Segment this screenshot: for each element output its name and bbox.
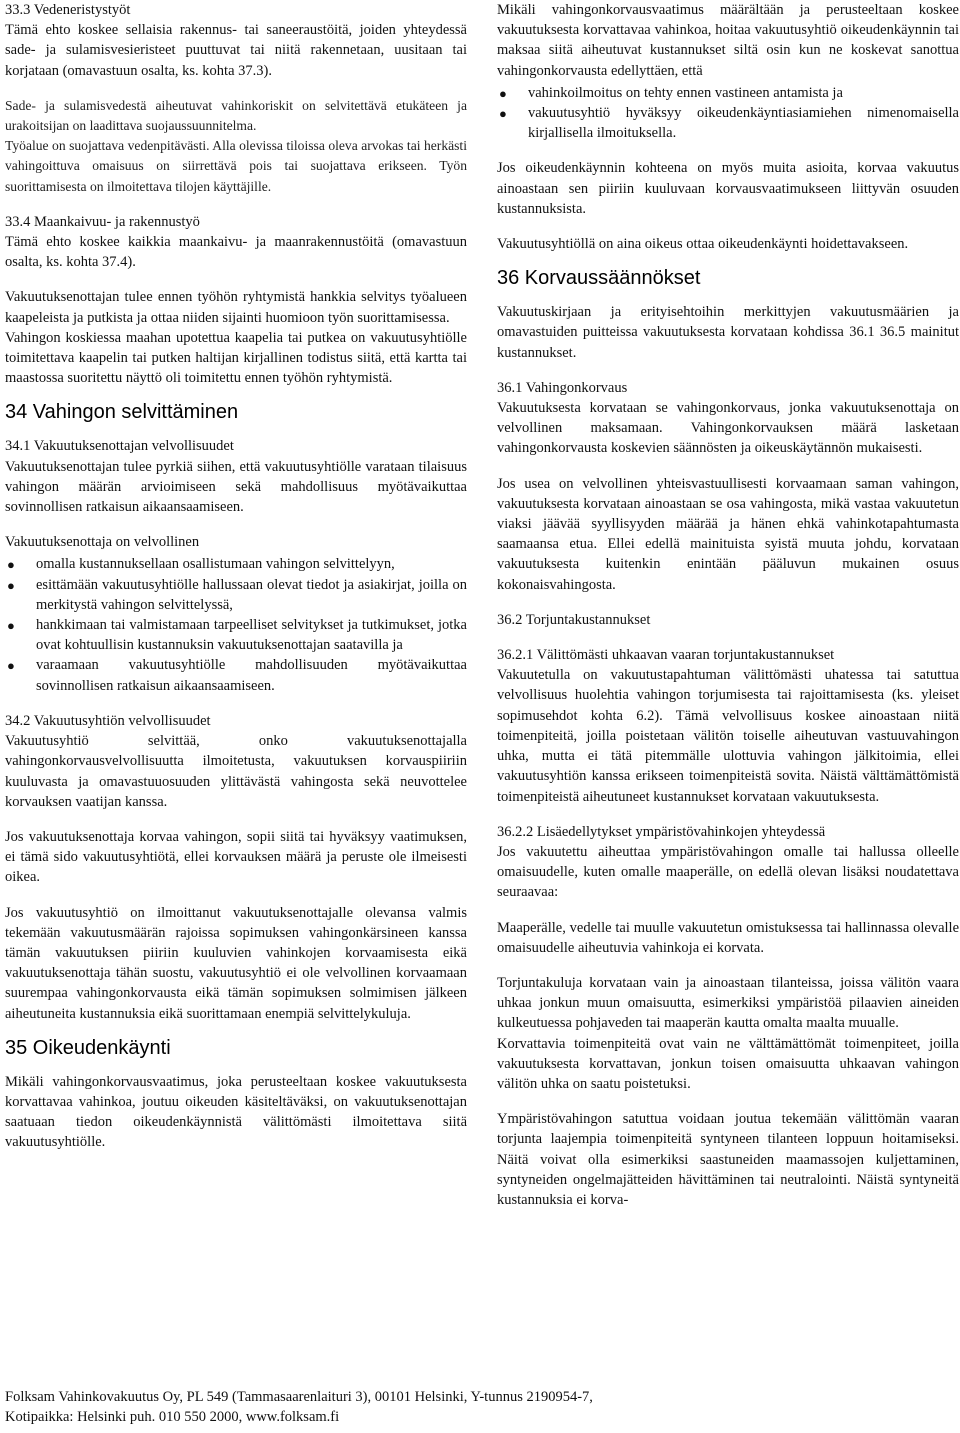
list-item: ● varaamaan vakuutusyhtiölle mahdollisuuden myötävaikuttaa sovinnollisen ratkaisun aikaansaamiseen.: [7, 657, 467, 694]
bullet-icon: ●: [7, 618, 15, 634]
section-33-3-paragraph-3: Työalue on suojattava vedenpitävästi. Alla olevissa tiloissa oleva arvokas tai herkästi vahingoittuva omaisuus on siirrettävä pois tai suojattava erikseen. Työn suorittamisesta on ilmoitettava tilojen käyttäjille.: [5, 138, 467, 194]
section-36-2-2-paragraph-5: Ympäristövahingon satuttua voidaan joutua tekemään välittömän vaaran torjunta laajempia toimenpiteitä syntyneen tilanteen loppuun hoitamiseksi. Näitä voivat olla esimerkiksi saastuneiden maamassojen kuljettaminen, syntyneiden ongelmajätteiden hävittäminen tai neutralointi. Näistä syntyneitä kustannuksia ei korva-: [497, 1111, 959, 1208]
section-33-3-body: Tämä ehto koskee sellaisia rakennus- tai saneeraustöitä, joiden yhteydessä sade- ja sulamisvesieristeet puuttuvat tai niitä rakennetaan, uusitaan tai korjataan (omavastuun osalta, ks. kohta 37.3).: [5, 22, 467, 79]
right-column: [497, 0, 959, 1210]
list-item: ● esittämään vakuutusyhtiölle hallussaan olevat tiedot ja asiakirjat, joilla on merkitystä vahingon selvittelyssä,: [7, 576, 467, 613]
section-34-1-intro: Vakuutuksenottaja on velvollinen: [5, 534, 200, 551]
section-34-2-body: Vakuutusyhtiö selvittää, onko vakuutuksenottajalla vahingonkorvausvelvollisuutta ilmoitetusta, vakuutuksen korvauspiiriin kuuluvasta ja omavastuuosuuden ylittävästä vahingosta sekä neuvottelee korvauksen vaatijan kanssa.: [5, 733, 467, 810]
section-33-4-paragraph-2: Vakuutuksenottajan tulee ennen työhön ryhtymistä hankkia selvitys työalueen kaapeleista ja putkista ja ottaa niiden sijainti huomioon työn suorittamisessa.: [5, 289, 467, 326]
litigation-conditions-list: [497, 83, 959, 144]
bullet-icon: ●: [499, 85, 507, 101]
list-item: ● vakuutusyhtiö hyväksyy oikeudenkäyntiasiamiehen nimenomaisella kirjallisella ilmoituksella.: [499, 105, 959, 142]
section-33-4-heading: 33.4 Maankaivuu- ja rakennustyö: [5, 213, 200, 230]
section-36-title: 36 Korvaussäännökset: [497, 267, 701, 290]
section-33-4-body: Tämä ehto koskee kaikkia maankaivu- ja maanrakennustöitä (omavastuun osalta, ks. kohta 37.4).: [5, 234, 467, 271]
obligations-list: [5, 554, 467, 695]
section-35-body: Mikäli vahingonkorvausvaatimus, joka perusteeltaan koskee vakuutuksesta korvattavaa vahinkoa, joutuu oikeuden käsiteltäväksi, on vakuutuksenottajan saatuaan tiedon oikeudenkäynnistä välittömästi ilmoitettava siitä vakuutusyhtiölle.: [5, 1073, 467, 1151]
section-34-2-heading: 34.2 Vakuutusyhtiön velvollisuudet: [5, 712, 211, 729]
section-36-2-1-heading: 36.2.1 Välittömästi uhkaavan vaaran torjuntakustannukset: [497, 647, 835, 664]
bullet-icon: ●: [499, 106, 507, 122]
section-36-2-1-body: Vakuutetulla on vakuutustapahtuman välittömästi uhatessa tai satuttua velvollisuus huolehtia vahingon torjumisesta tai rajoittamisesta (ks. yleiset sopimusehdot kohta 6.2). Tämä velvollisuus koskee ainoastaan niitä toimenpiteitä, joilla poistetaan välitön toiselle aiheutuvan vastuuvahingon uhka, mutta ei tätä pitemmälle ulottuvia vahingon jälkitoimia, ellei vakuutusyhtiön kanssa erikseen toimenpiteistä sovita. Näistä välttämättömistä toimenpiteistä aiheutuneet kustannukset korvataan vakuutuksesta.: [497, 667, 959, 805]
section-33-4-paragraph-3: Vahingon koskiessa maahan upotettua kaapelia tai putkea on vakuutusyhtiölle toimitettava kaapelin tai putken haltijan kirjallinen todistus siitä, että kartta tai maastossa suoritettu näyttö oli toimitettu ennen työhön ryhtymistä.: [5, 329, 467, 387]
left-column: [5, 0, 467, 1153]
footer-contact-line: Kotipaikka: Helsinki puh. 010 550 2000, www.folksam.fi: [5, 1409, 340, 1425]
section-36-2-heading: 36.2 Torjuntakustannukset: [497, 611, 651, 628]
section-36-2-2-body: Jos vakuutettu aiheuttaa ympäristövahingon omalle tai hallussa olleelle omaisuudelle, kuten omalle maaperälle, on edellä olevan lisäksi noudatettava seuraavaa:: [497, 843, 959, 901]
section-36-1-paragraph-2: Jos usea on velvollinen yhteisvastuullisesti korvaamaan saman vahingon, vakuutuksesta korvataan ainoastaan se osa vahingosta, mikä vastaa vakuutetun viaksi jäävää syyllisyyden määrää ja hänen ehkä vahinkotapahtumasta saamaansa etua. Ellei edellä mainituista syistä muuta johdu, korvataan vakuutuksesta kuitenkin enintään pääluvun mukainen osuus kokonaisvahingosta.: [497, 475, 959, 593]
section-36-1-heading: 36.1 Vahingonkorvaus: [497, 379, 628, 396]
bullet-icon: ●: [7, 577, 15, 593]
section-34-2-paragraph-3: Jos vakuutusyhtiö on ilmoittanut vakuutuksenottajalle olevansa valmis tekemään vakuutusmäärän rajoissa sopimuksen vahingonkärsineen kanssa tämän vakuutuksen piiriin kuuluvien vahinkojen korvaamisesta eikä vakuutuksenottaja tähän suostu, vakuutusyhtiö ei ole velvollinen korvaamaan suurempaa vahingonkorvausta eikä tämän sopimuksen solmimisen jälkeen aiheutuneita kustannuksia eikä suorittamaan enempiä selvittelykuluja.: [5, 904, 467, 1022]
section-36-1-body: Vakuutuksesta korvataan se vahingonkorvaus, jonka vakuutuksenottaja on velvollinen maksamaan. Vahingonkorvauksen määrä lasketaan vahingonkorvausta koskevien säännösten ja oikeuskäytännön mukaisesti.: [497, 400, 959, 457]
section-33-3-paragraph-2: Sade- ja sulamisvedestä aiheutuvat vahinkoriskit on selvitettävä etukäteen ja urakoitsijan on laadittava suojaussuunnitelma.: [5, 97, 467, 134]
section-35-title: 35 Oikeudenkäynti: [5, 1036, 171, 1059]
section-36-2-2-paragraph-3: Torjuntakuluja korvataan vain ja ainoastaan tilanteissa, joissa välitön vaara uhkaa jonkun muun omaisuutta, esimerkiksi ympäristöä pilaavien aineiden kulkeutuessa pohjaveden tai maaperän kautta omalta maalta muualle.: [497, 974, 959, 1032]
bullet-icon: ●: [7, 557, 15, 573]
section-33-3-heading: 33.3 Vedeneristystyöt: [5, 2, 131, 18]
footer-company-line: Folksam Vahinkovakuutus Oy, PL 549 (Tammasaarenlaituri 3), 00101 Helsinki, Y-tunnus 2190954-7,: [5, 1389, 593, 1405]
section-35-paragraph-3: Vakuutusyhtiöllä on aina oikeus ottaa oikeudenkäynti hoidettavakseen.: [497, 236, 909, 253]
section-34-title: 34 Vahingon selvittäminen: [5, 401, 239, 424]
section-36-2-2-heading: 36.2.2 Lisäedellytykset ympäristövahinkojen yhteydessä: [497, 823, 826, 840]
section-35-continuation: Mikäli vahingonkorvausvaatimus määrältään ja perusteeltaan koskee vakuutuksesta korvattavaa vahinkoa, hoitaa vakuutusyhtiö oikeudenkäynnin tai maksaa siitä aiheutuvat kustannukset siltä osin kun ne koskevat sanottua vahingonkorvausta edellyttäen, että: [497, 2, 959, 79]
page-footer: [5, 1387, 945, 1427]
list-item: ● hankkimaan tai valmistamaan tarpeelliset selvitykset ja tutkimukset, jotka ovat kohtuullisin kustannuksin vakuutuksenottajan saatavilla ja: [7, 617, 467, 654]
section-35-paragraph-2: Jos oikeudenkäynnin kohteena on myös muita asioita, korvaa vakuutus ainoastaan sen piiriin kuuluvaan korvausvaatimukseen liittyvän osuuden kustannuksista.: [497, 160, 959, 217]
bullet-icon: ●: [7, 658, 15, 674]
list-item: ● vahinkoilmoitus on tehty ennen vastineen antamista ja: [497, 83, 959, 103]
section-34-1-heading: 34.1 Vakuutuksenottajan velvollisuudet: [5, 438, 234, 455]
section-36-body: Vakuutuskirjaan ja erityisehtoihin merkittyjen vakuutusmäärien ja omavastuiden puitteissa vakuutuksesta korvataan kohdissa 36.1 36.5 mainitut kustannukset.: [497, 304, 959, 361]
list-item: ● omalla kustannuksellaan osallistumaan vahingon selvittelyyn,: [5, 554, 467, 574]
section-34-2-paragraph-2: Jos vakuutuksenottaja korvaa vahingon, sopii siitä tai hyväksyy vaatimuksen, ei tämä sido vakuutusyhtiötä, ellei korvauksen määrä ja peruste ole ilmeisesti oikea.: [5, 828, 467, 886]
section-36-2-2-paragraph-4: Korvattavia toimenpiteitä ovat vain ne välttämättömät toimenpiteet, joilla vakuutuksesta korvattavan, jonkun toisen omaisuutta uhkaavan vahingon välitön uhka on saatu poistetuksi.: [497, 1035, 959, 1092]
section-36-2-2-paragraph-2: Maaperälle, vedelle tai muulle vakuutetun omistuksessa tai hallinnassa olevalle omaisuudelle aiheutuvia vahinkoja ei korvata.: [497, 919, 959, 956]
section-34-1-body: Vakuutuksenottajan tulee pyrkiä siihen, että vakuutusyhtiölle varataan tilaisuus vahingon määrän arvioimiseen sekä mahdollisuus myötävaikuttaa sovinnollisen ratkaisun aikaansaamiseen.: [5, 458, 467, 516]
